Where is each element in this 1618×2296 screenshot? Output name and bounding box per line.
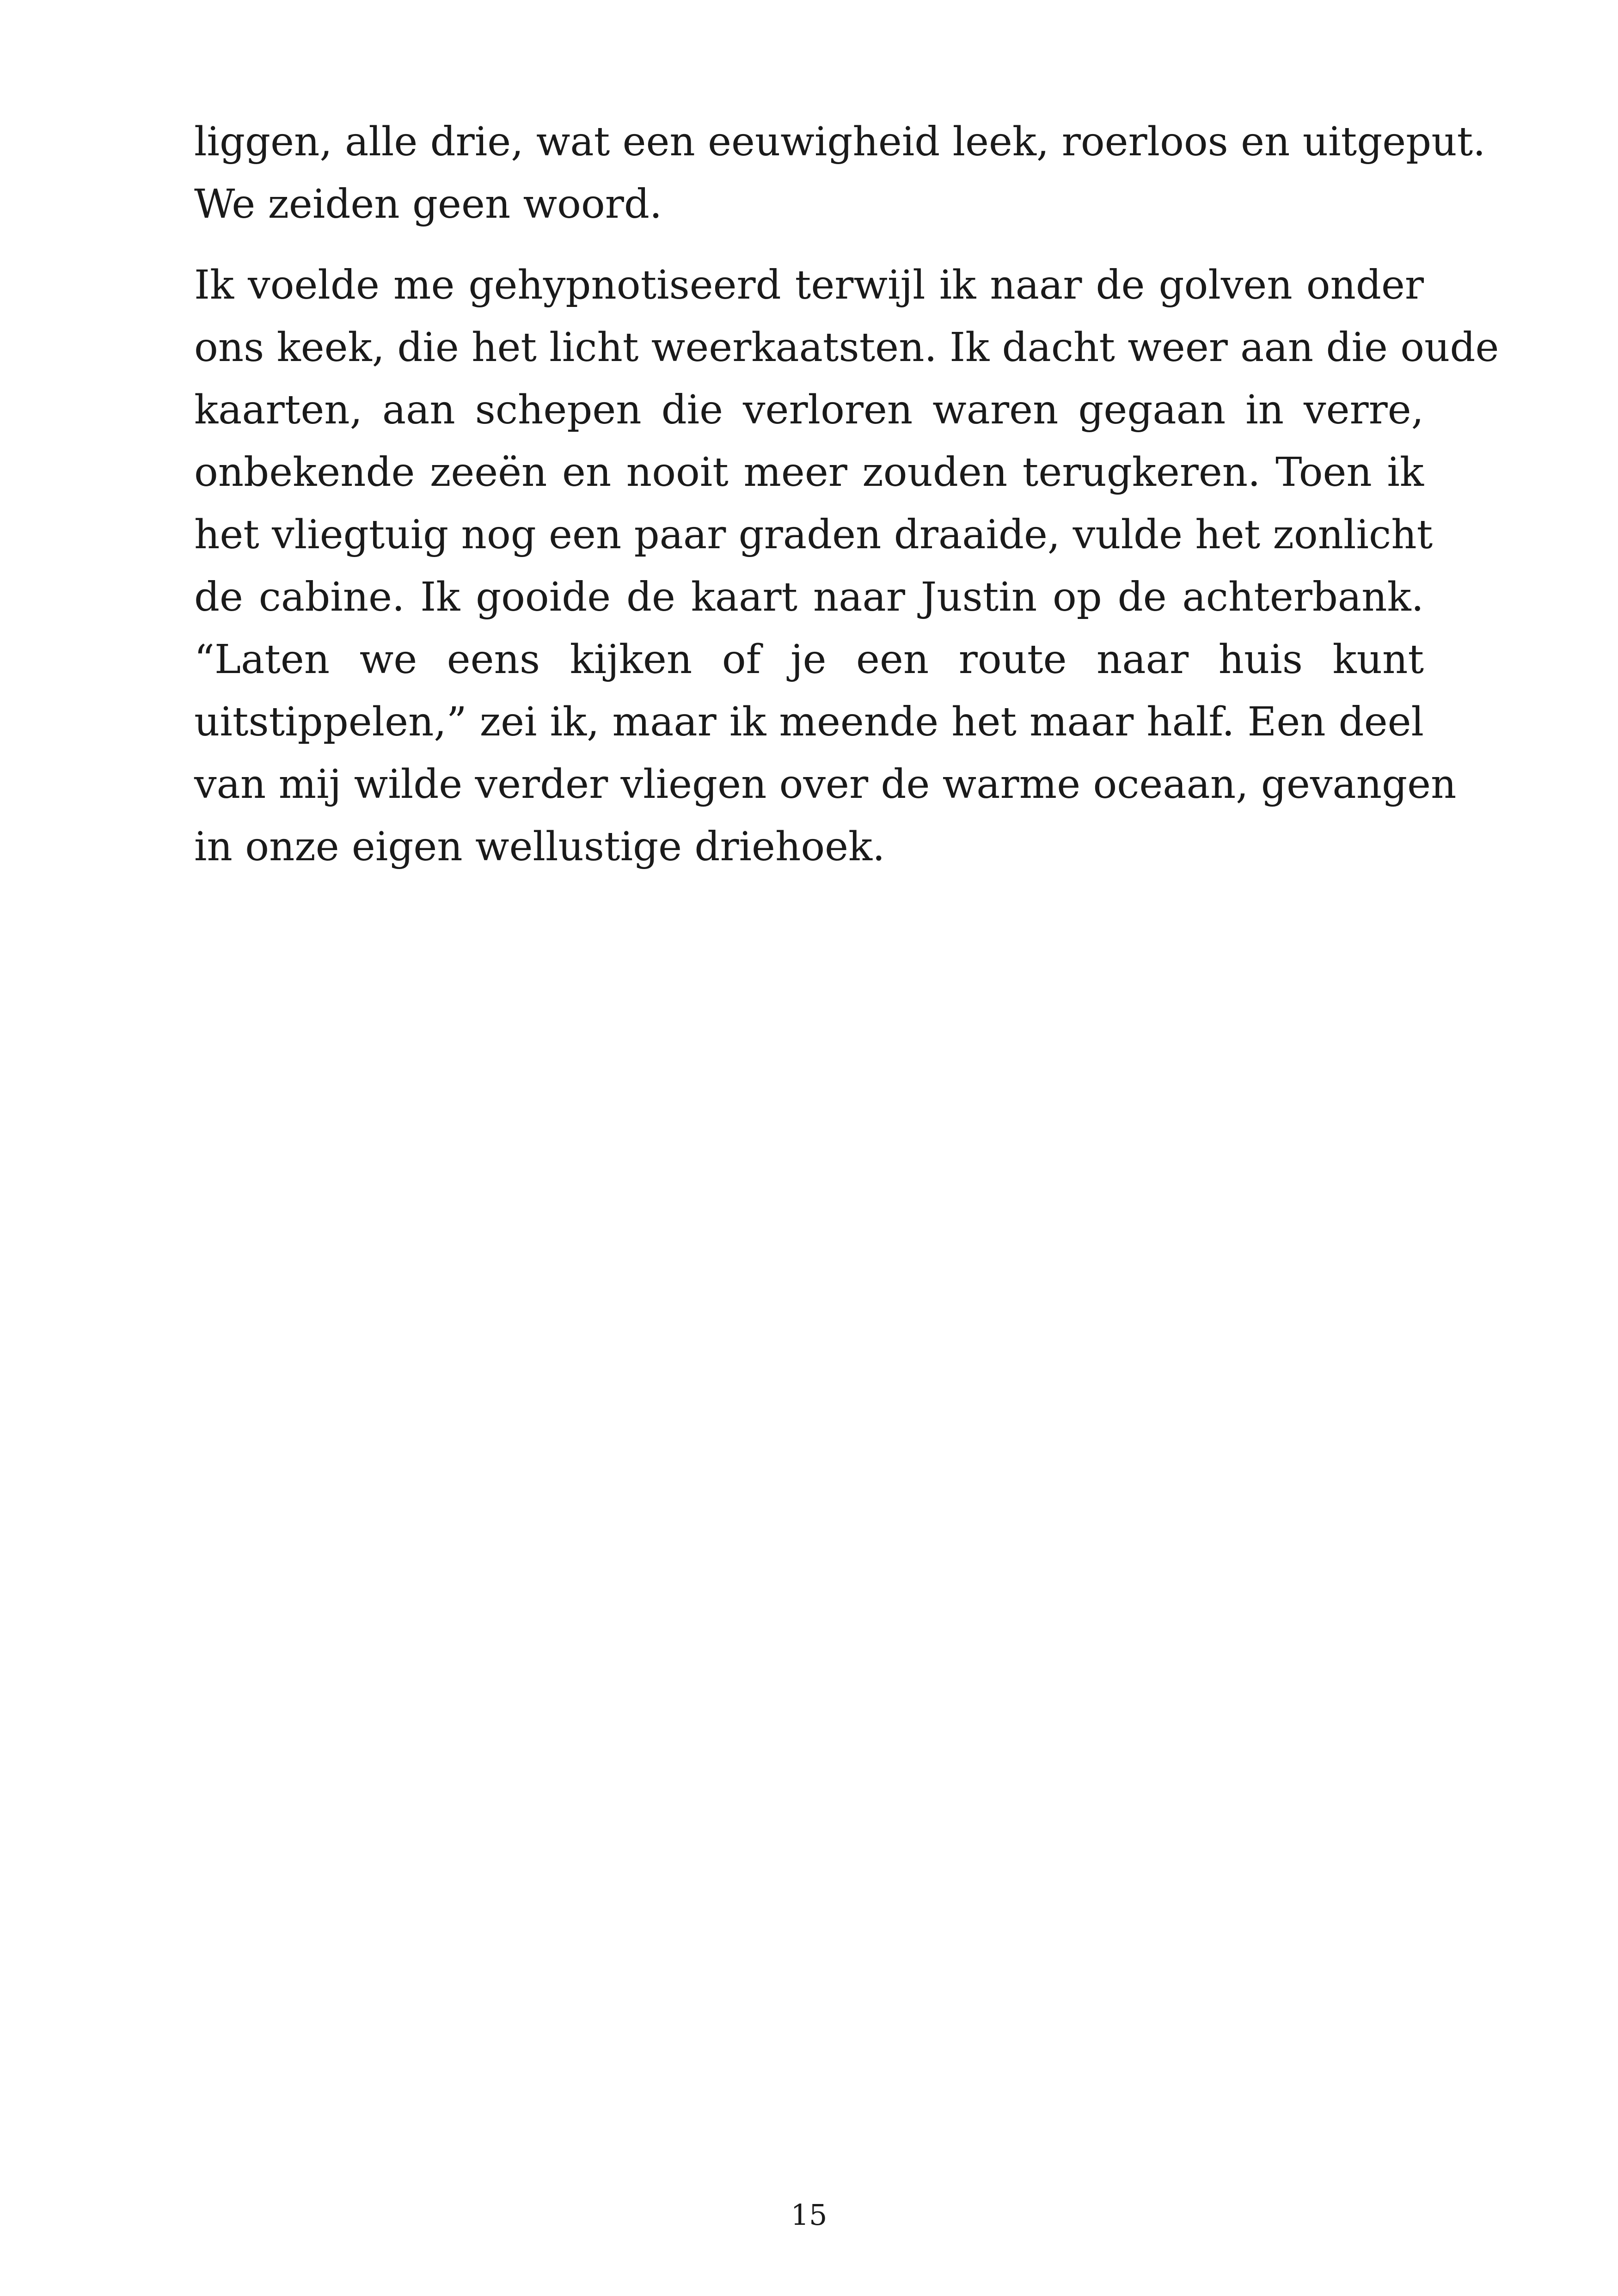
text-line: kaarten, aan schepen die verloren waren gegaan in verre, <box>194 387 1424 433</box>
paragraph-1 <box>194 111 1486 236</box>
body-text <box>194 111 1499 878</box>
text-line: de cabine. Ik gooide de kaart naar Justin op de achterbank. <box>194 574 1424 620</box>
text-line: “Laten we eens kijken of je een route naar huis kunt <box>194 637 1424 683</box>
text-line: We zeiden geen woord. <box>194 181 662 227</box>
text-line: uitstippelen,” zei ik, maar ik meende het maar half. Een deel <box>194 699 1424 745</box>
text-line: onbekende zeeën en nooit meer zouden terugkeren. Toen ik <box>194 449 1424 496</box>
text-line: Ik voelde me gehypnotiseerd terwijl ik naar de golven onder <box>194 262 1424 308</box>
text-line: het vliegtuig nog een paar graden draaide, vulde het zonlicht <box>194 512 1433 558</box>
paragraph-2 <box>194 254 1499 878</box>
text-line: van mij wilde verder vliegen over de warme oceaan, gevangen <box>194 761 1457 808</box>
text-line: ons keek, die het licht weerkaatsten. Ik dacht weer aan die oude <box>194 325 1499 371</box>
text-line: in onze eigen wellustige driehoek. <box>194 824 885 870</box>
text-line: liggen, alle drie, wat een eeuwigheid leek, roerloos en uitgeput. <box>194 119 1486 165</box>
page-number: 15 <box>791 2198 827 2232</box>
